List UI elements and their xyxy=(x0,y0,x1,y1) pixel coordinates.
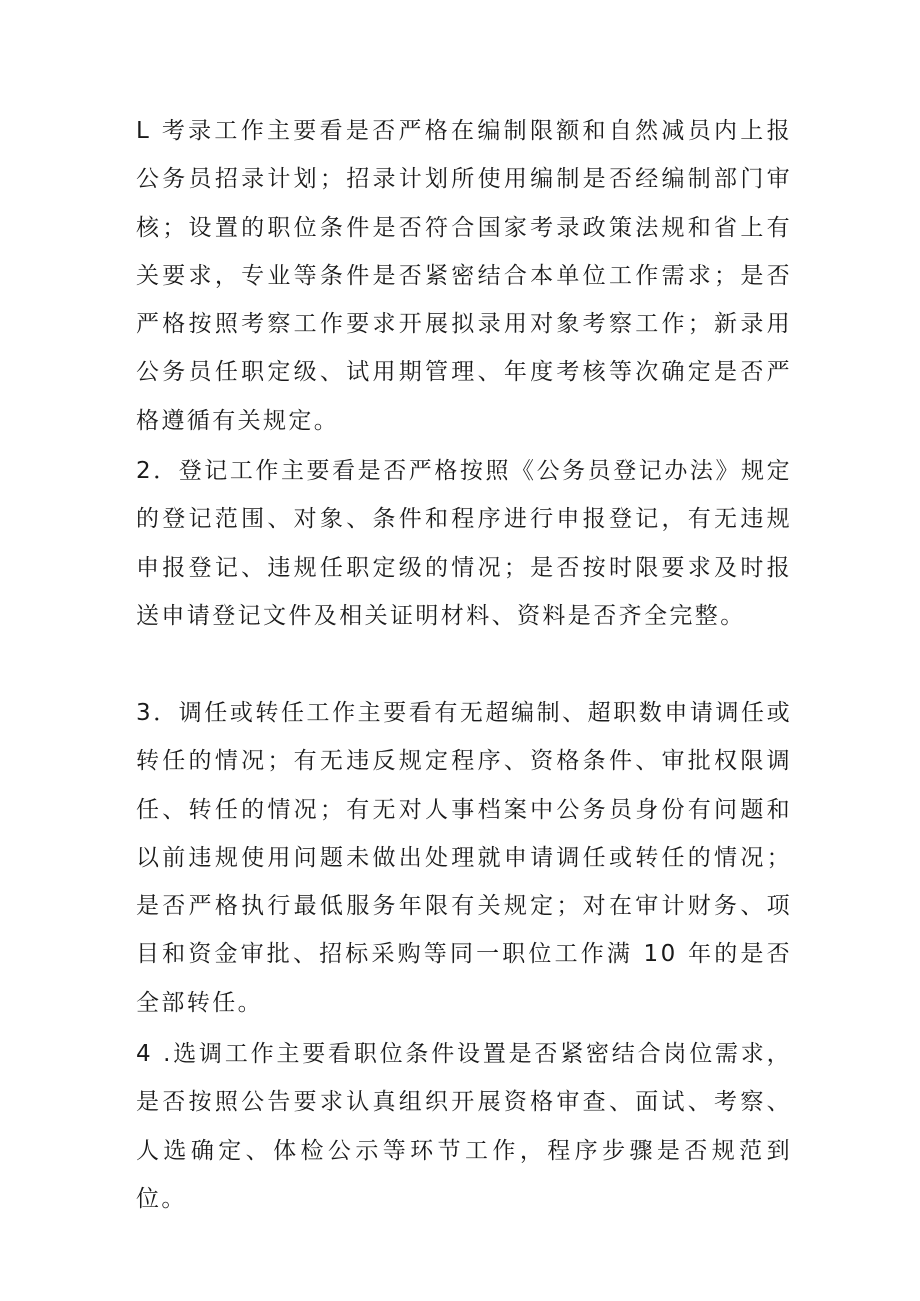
paragraph-3: 3．调任或转任工作主要看有无超编制、超职数申请调任或转任的情况；有无违反规定程序、资格条件、审批权限调任、转任的情况；有无对人事档案中公务员身份有问题和以前违规使用问题未做出处理就申请调任或转任的情况；是否严格执行最低服务年限有关规定；对在审计财务、项目和资金审批、招标采购等同一职位工作满 10 年的是否全部转任。 xyxy=(136,700,792,1016)
paragraph-2: 2．登记工作主要看是否严格按照《公务员登记办法》规定的登记范围、对象、条件和程序进行申报登记，有无违规申报登记、违规任职定级的情况；是否按时限要求及时报送申请登记文件及相关证明材料、资料是否齐全完整。 xyxy=(136,458,792,629)
paragraph-1: L 考录工作主要看是否严格在编制限额和自然减员内上报公务员招录计划；招录计划所使用编制是否经编制部门审核；设置的职位条件是否符合国家考录政策法规和省上有关要求，专业等条件是否紧密结合本单位工作需求；是否严格按照考察工作要求开展拟录用对象考察工作；新录用公务员任职定级、试用期管理、年度考核等次确定是否严格遵循有关规定。 xyxy=(136,118,792,434)
paragraph-4: 4 .选调工作主要看职位条件设置是否紧密结合岗位需求，是否按照公告要求认真组织开展资格审查、面试、考察、人选确定、体检公示等环节工作，程序步骤是否规范到位。 xyxy=(136,1041,792,1212)
